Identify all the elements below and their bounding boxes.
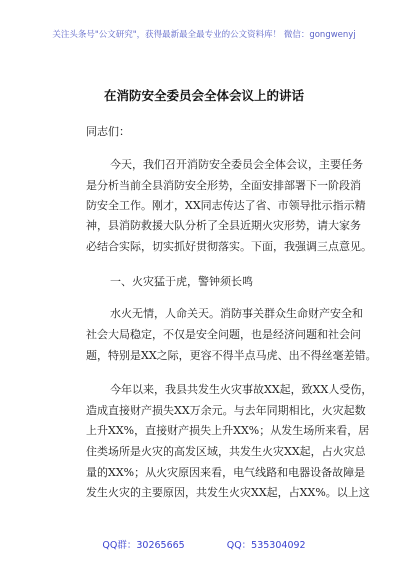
- footer-contact: [0, 537, 408, 551]
- document-title: 在消防安全委员会全体会议上的讲话: [103, 88, 304, 103]
- paragraph-line: 题，特别是XX之际，更容不得半点马虎、出不得丝毫差错。: [86, 349, 377, 362]
- footer-qq: QQ：535304092: [226, 540, 306, 551]
- paragraph-line: 住类场所是火灾的高发区域，共发生火灾XX起，占火灾总: [86, 445, 366, 458]
- paragraph-line: 今年以来，我县共发生火灾事故XX起，致XX人受伤，: [110, 383, 373, 396]
- paragraph-line: 必结合实际，切实抓好贯彻落实。下面，我强调三点意见。: [86, 240, 372, 253]
- paragraph-line: 防安全工作。刚才，XX同志传达了省、市领导批示指示精: [86, 199, 366, 212]
- footer-qq-group: QQ群：30265665: [102, 540, 185, 551]
- paragraph-line: 水火无情，人命关天。消防事关群众生命财产安全和: [110, 307, 363, 320]
- paragraph-line: 发生火灾的主要原因，共发生火灾XX起，占XX%。以上这: [86, 486, 370, 499]
- section-heading: 一、火灾猛于虎，警钟须长鸣: [110, 275, 253, 288]
- paragraph-line: 今天，我们召开消防安全委员会全体会议，主要任务: [110, 158, 363, 171]
- header-promo-note: 关注头条号"公文研究"，获得最新最全最专业的公文资料库！ 微信：gongwenyj: [52, 30, 356, 40]
- paragraph-line: 是分析当前全县消防安全形势，全面安排部署下一阶段消: [86, 179, 361, 192]
- salutation: 同志们：: [86, 125, 130, 138]
- paragraph-line: 造成直接财产损失XX万余元。与去年同期相比，火灾起数: [86, 404, 366, 417]
- paragraph-line: 量的XX%；从火灾原因来看，电气线路和电器设备故障是: [86, 466, 366, 479]
- paragraph-line: 神，县消防救援大队分析了全县近期火灾形势，请大家务: [86, 219, 361, 232]
- paragraph-line: 社会大局稳定，不仅是安全问题，也是经济问题和社会问: [86, 328, 361, 341]
- paragraph-line: 上升XX%，直接财产损失上升XX%；从发生场所来看，居: [86, 424, 370, 437]
